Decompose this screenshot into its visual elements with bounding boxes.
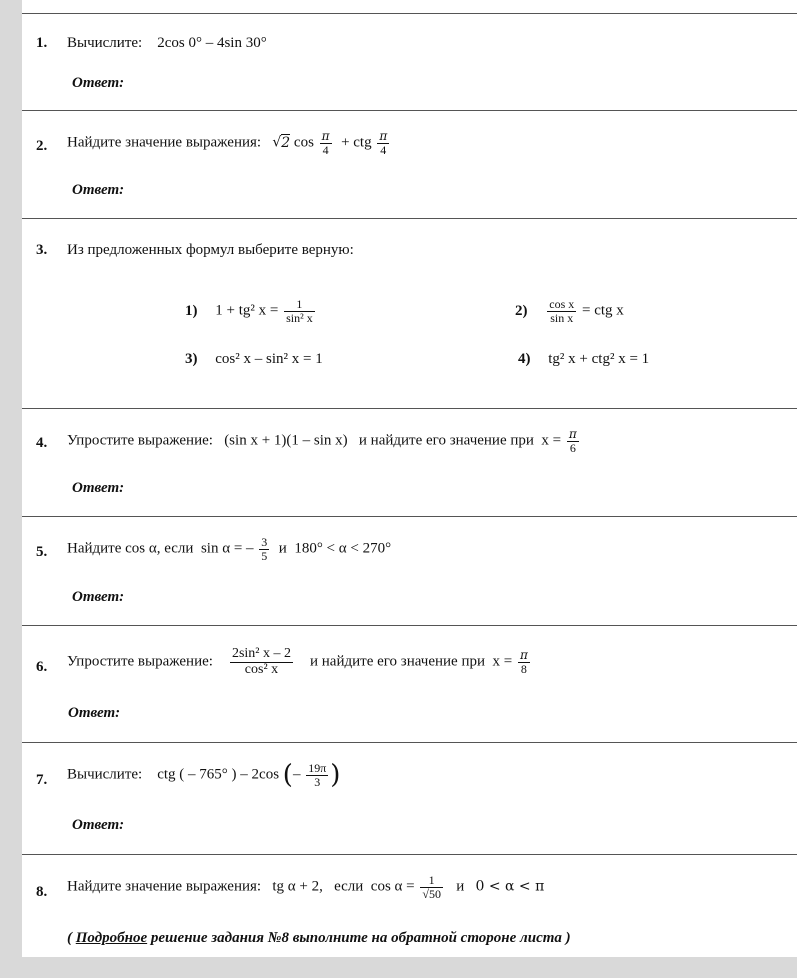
note-close-paren: ) — [565, 930, 571, 946]
fraction-denominator: sin x — [547, 311, 576, 325]
note-text: решение задания №8 выполните на обратной стороне листа — [147, 930, 562, 946]
main-fraction — [230, 647, 293, 677]
sqrt-radicand: 2 — [281, 134, 291, 151]
option-label: 4) — [518, 351, 531, 367]
task-expression: sin α = – — [200, 540, 254, 557]
fraction-pi-4 — [377, 130, 389, 156]
fraction-numerator: π — [379, 129, 388, 143]
answer-label: Ответ: — [72, 589, 125, 605]
fraction-19pi-3 — [306, 762, 328, 788]
task-number: 8. — [36, 884, 48, 900]
fraction-numerator: 1 — [428, 873, 435, 887]
task-3 — [22, 218, 797, 409]
fraction-numerator: 19π — [308, 760, 327, 775]
fraction-pi-6 — [567, 428, 579, 454]
task-text: Найдите cos α, если — [67, 540, 194, 557]
fraction-denominator: 3 — [306, 775, 328, 789]
fraction-denominator: 5 — [261, 548, 268, 563]
note-underlined-word: Подробное — [75, 930, 148, 946]
option-fraction — [284, 298, 315, 324]
answer-label: Ответ: — [72, 817, 125, 833]
fraction-denominator: cos² x — [230, 662, 293, 678]
option-fraction — [547, 298, 576, 324]
fraction-pi-8 — [518, 649, 530, 675]
fraction-denominator: √50 — [422, 886, 441, 901]
task-number: 6. — [36, 659, 48, 675]
task-text: Найдите значение выражения: — [67, 878, 262, 895]
fraction-numerator: π — [519, 648, 528, 663]
option-rhs: = ctg x — [582, 302, 624, 319]
task-expression: tg α + 2, — [272, 878, 323, 895]
fraction-numerator: 2sin² x – 2 — [231, 646, 291, 661]
answer-label: Ответ: — [72, 480, 125, 496]
option-label: 3) — [185, 351, 198, 367]
formula-option-2[interactable] — [515, 298, 624, 324]
task-question — [67, 874, 544, 900]
option-label: 1) — [185, 302, 198, 319]
task-tail: и найдите его значение при — [309, 653, 486, 670]
task-question — [67, 35, 267, 52]
fraction-numerator: π — [568, 427, 577, 441]
angle-range: 0 < α < π — [475, 878, 545, 895]
left-paren: ( — [282, 760, 293, 790]
task-question — [67, 130, 391, 156]
if-word: если — [334, 878, 364, 895]
fraction-numerator: 3 — [261, 535, 268, 549]
task-tail: и найдите его значение при — [358, 432, 534, 449]
fraction-pi-4 — [320, 130, 332, 156]
task-question — [67, 428, 581, 454]
right-paren: ) — [330, 760, 341, 790]
fraction-numerator: 1 — [296, 297, 303, 311]
task-4 — [22, 408, 797, 517]
answer-label: Ответ: — [68, 705, 121, 721]
task-5 — [22, 516, 797, 626]
task-question — [67, 536, 391, 562]
task-number: 5. — [36, 544, 48, 560]
task-text: Вычислите: — [67, 35, 143, 51]
task-number: 4. — [36, 435, 48, 451]
task-2 — [22, 110, 797, 219]
task-number: 2. — [36, 138, 48, 154]
fraction-denominator: 4 — [320, 143, 332, 157]
task-text: Упростите выражение: — [67, 653, 213, 670]
note-open-paren: ( — [67, 930, 72, 946]
worksheet-page — [22, 0, 797, 957]
formula-option-4[interactable] — [518, 351, 649, 368]
task-text: Упростите выражение: — [67, 432, 213, 449]
task-question — [67, 760, 340, 790]
fraction-1-sqrt50 — [420, 874, 443, 900]
task-6 — [22, 625, 797, 743]
task-question: Из предложенных формул выберите верную: — [67, 242, 354, 258]
formula-option-3[interactable] — [185, 351, 323, 368]
task-conjunction: и — [456, 878, 465, 895]
variable-eq: x = — [492, 653, 513, 670]
task-text: Найдите значение выражения: — [67, 134, 262, 151]
option-label: 2) — [515, 302, 528, 319]
task-expression: ctg ( – 765° ) – 2cos — [157, 766, 280, 783]
answer-label: Ответ: — [72, 182, 125, 198]
angle-range: 180° < α < 270° — [294, 540, 392, 557]
option-lhs: 1 + tg² x = — [215, 302, 279, 319]
cos-eq: cos α = — [370, 878, 415, 895]
solution-note — [67, 930, 571, 947]
task-8 — [22, 854, 797, 957]
formula-option-1[interactable] — [185, 298, 317, 324]
task-text: Вычислите: — [67, 766, 143, 783]
fraction-denominator: 4 — [377, 143, 389, 157]
task-number: 3. — [36, 242, 48, 258]
task-expression: (sin x + 1)(1 – sin x) — [224, 432, 348, 449]
answer-label: Ответ: — [72, 75, 125, 91]
ctg-text: + ctg — [341, 134, 372, 151]
cos-text: cos — [293, 134, 314, 151]
minus-sign: – — [292, 766, 301, 783]
task-conjunction: и — [278, 540, 287, 557]
sqrt-expression: √2 — [272, 134, 291, 151]
fraction-denominator: sin² x — [286, 310, 313, 325]
task-number: 1. — [36, 35, 48, 51]
variable-eq: x = — [541, 432, 562, 449]
option-expression: cos² x – sin² x = 1 — [215, 351, 323, 367]
fraction-3-5 — [259, 536, 269, 562]
fraction-numerator: cos x — [549, 297, 575, 311]
fraction-denominator: 6 — [567, 441, 579, 455]
task-7 — [22, 742, 797, 855]
fraction-numerator: π — [321, 129, 330, 143]
option-expression: tg² x + ctg² x = 1 — [548, 351, 650, 367]
fraction-denominator: 8 — [518, 662, 530, 676]
task-expression: 2cos 0° – 4sin 30° — [157, 35, 267, 51]
task-1 — [22, 13, 797, 111]
task-question — [67, 647, 532, 677]
task-number: 7. — [36, 772, 48, 788]
